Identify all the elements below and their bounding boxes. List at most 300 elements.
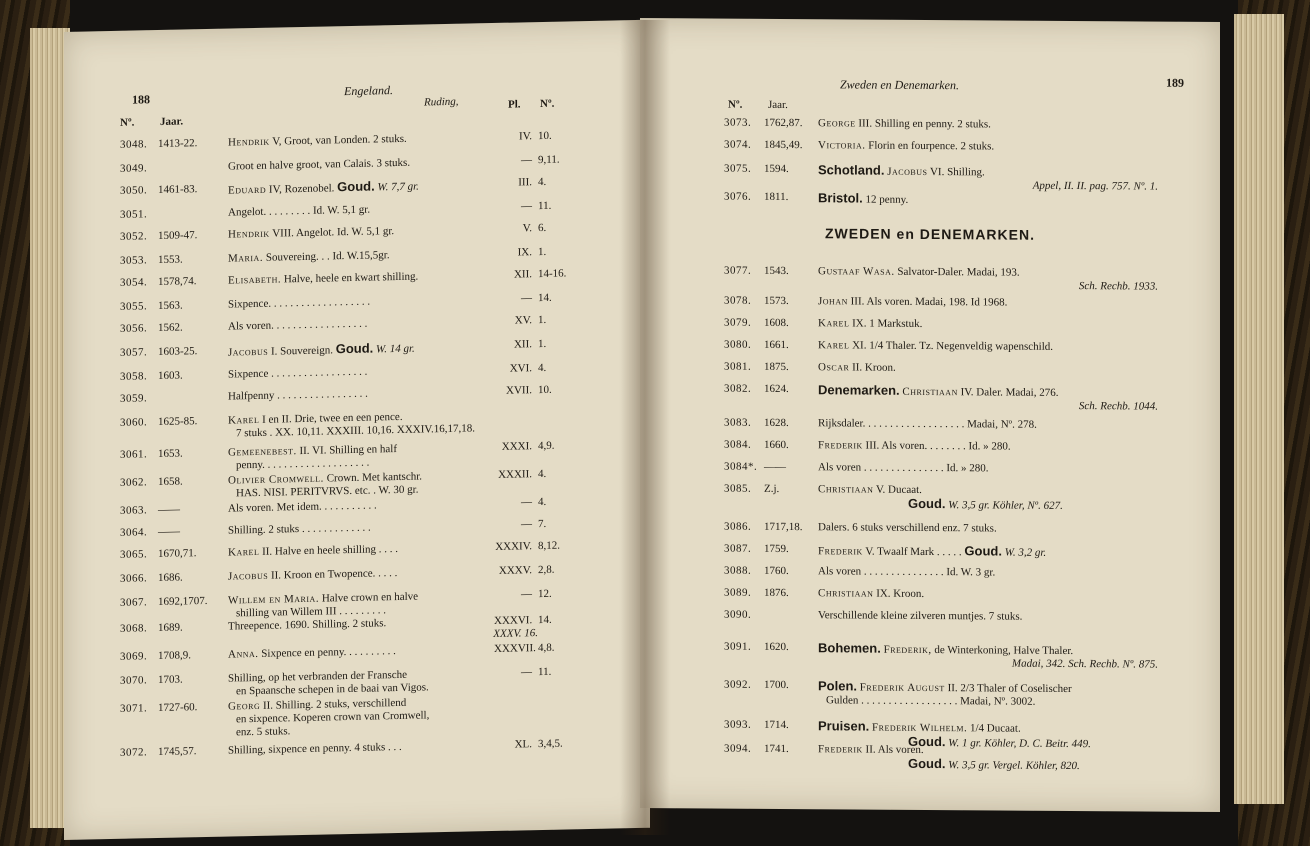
reference-text: Sch. Rechb. 1044.: [1078, 400, 1158, 413]
entry-year: 1624.: [764, 382, 789, 396]
entry-description: [228, 543, 398, 560]
plate-figure: 10.: [538, 383, 552, 397]
gold-label: Goud.: [964, 543, 1002, 559]
plate-number: III.: [518, 176, 532, 189]
description-line: [228, 591, 418, 607]
entry-description: [228, 133, 407, 150]
entry-year: Z.j.: [764, 482, 780, 495]
ruler-name: Hendrik: [228, 135, 270, 149]
plate-number: —: [521, 200, 532, 213]
entry-year: 1653.: [158, 447, 183, 461]
gold-label: Goud.: [908, 495, 946, 512]
ruler-name: Victoria.: [818, 139, 866, 152]
entry-year: 1563.: [158, 299, 183, 313]
description-text: Dalers. 6 stuks verschillend enz. 7 stuks.: [818, 521, 997, 535]
entry-year: 1745,57.: [158, 745, 197, 759]
entry-number: 3062.: [120, 476, 148, 489]
entry-description: [818, 163, 1158, 193]
entry-number: 3067.: [120, 596, 148, 609]
entry-year: 1708,9.: [158, 649, 191, 663]
entry-description: [818, 565, 995, 579]
description-text: W. 1 gr. Köhler, D. C. Beitr. 449.: [945, 737, 1091, 751]
description-text: Salvator-Daler. Madai, 193.: [894, 265, 1020, 279]
plate-number: [494, 694, 532, 695]
catalogue-entry: [64, 736, 650, 759]
column-header-no: Nº.: [728, 98, 743, 111]
plate-figure: 7.: [538, 517, 547, 531]
plate-number: —: [521, 518, 532, 531]
entry-description: [228, 271, 418, 288]
country-heading: Denemarken.: [818, 382, 900, 398]
description-line: [818, 162, 985, 179]
ruler-name: Karel: [818, 317, 850, 330]
catalogue-entry: [64, 290, 650, 313]
entry-year: 1845,49.: [764, 138, 803, 152]
entry-number: 3078.: [724, 294, 752, 307]
catalogue-entry: [64, 198, 650, 221]
entry-year: 1811.: [764, 190, 789, 204]
description-text: W. 3,5 gr. Vergel. Köhler, 820.: [945, 759, 1080, 773]
entry-description: [818, 339, 1053, 354]
description-text: VIII. Angelot. Id. W. 5,1 gr.: [269, 225, 395, 240]
reference-text: Madai, 342. Sch. Rechb. Nº. 875.: [1011, 657, 1158, 671]
entry-number: 3073.: [724, 116, 752, 129]
description-line: [228, 178, 419, 197]
entry-number: 3050.: [120, 184, 148, 197]
plate-number: —: [521, 588, 532, 601]
catalogue-entry: [64, 220, 650, 243]
catalogue-entry: [64, 152, 650, 175]
entry-year: 1543.: [764, 264, 789, 278]
ruler-name: Gemeenebest.: [228, 445, 297, 459]
entry-year: 1692,1707.: [158, 594, 208, 609]
gold-label: Goud.: [335, 340, 374, 357]
ruler-name: Karel: [228, 413, 260, 427]
description-text: IV. Daler. Madai, 276.: [957, 386, 1059, 399]
description-text: shilling van Willem III . . . . . . . . .: [236, 604, 386, 620]
page-number: 188: [132, 92, 150, 107]
entry-year: 1876.: [764, 586, 789, 600]
entry-year: ——: [158, 525, 180, 539]
entry-number: 3094.: [724, 742, 752, 755]
entry-description: [818, 295, 1007, 309]
plate-figure: 10.: [538, 129, 552, 143]
entry-description: [818, 483, 1063, 513]
plate-number: IX.: [517, 246, 532, 259]
plate-figure: 6.: [538, 221, 547, 235]
description-text: I en II. Drie, twee en een pence.: [259, 410, 403, 426]
entry-number: 3052.: [120, 230, 148, 243]
entry-number: 3080.: [724, 338, 752, 351]
description-text: VI. Shilling.: [927, 166, 985, 179]
description-text: Sixpence. . . . . . . . . . . . . . . . . . .: [228, 295, 371, 311]
entry-number: 3069.: [120, 650, 148, 663]
entry-year: 1741.: [764, 742, 789, 756]
entry-year: 1608.: [764, 316, 789, 330]
entry-description: [228, 157, 410, 174]
entry-year: 1620.: [764, 640, 789, 654]
plate-figure: 14.: [538, 291, 552, 305]
ruler-name: Eduard: [228, 183, 267, 197]
entry-year: 1578,74.: [158, 275, 197, 289]
entry-description: [228, 645, 396, 662]
description-line: [818, 565, 995, 578]
entry-number: 3090.: [724, 608, 752, 621]
entry-year: 1689.: [158, 621, 183, 635]
entry-number: 3093.: [724, 718, 752, 731]
description-line: [228, 456, 397, 473]
section-title: ZWEDEN en DENEMARKEN.: [824, 225, 1035, 243]
description-line: [818, 417, 1037, 431]
entry-number: 3048.: [120, 138, 148, 151]
description-line: [228, 340, 415, 359]
entry-year: 1700.: [764, 678, 789, 692]
description-text: II. 2/3 Thaler of Coselischer: [944, 682, 1072, 696]
reference-text: Sch. Rechb. 1933.: [1078, 280, 1158, 293]
catalogue-entry: [64, 538, 650, 561]
plate-number: —: [521, 496, 532, 509]
entry-number: 3088.: [724, 564, 752, 577]
description-text: III. Shilling en penny. 2 stuks.: [855, 117, 991, 131]
left-page: [64, 20, 650, 840]
page-edges-right: [1234, 14, 1284, 804]
entry-description: [228, 668, 429, 698]
plate-number: [494, 408, 532, 409]
plate-figure: 14-16.: [538, 267, 567, 281]
description-text: enz. 5 stuks.: [236, 725, 291, 739]
plate-figure: 1.: [538, 337, 547, 351]
plate-number: XVI.: [509, 362, 532, 375]
plate-number: XV.: [514, 314, 532, 327]
entry-description: [228, 249, 390, 265]
entry-number: 3072.: [120, 746, 148, 759]
country-heading: Polen.: [818, 678, 858, 694]
ruler-name: Christiaan: [818, 483, 874, 496]
description-line: [818, 461, 989, 474]
catalogue-entry: [640, 338, 1220, 353]
description-text: 1/4 Ducaat.: [967, 722, 1021, 735]
entry-number: 3092.: [724, 678, 752, 691]
entry-number: 3079.: [724, 316, 752, 329]
entry-number: 3066.: [120, 572, 148, 585]
entry-description: [228, 225, 394, 241]
description-text: en sixpence. Koperen crown van Cromwell,: [236, 709, 430, 726]
plate-number: V.: [522, 222, 532, 235]
catalogue-entry: [640, 416, 1220, 431]
description-text: Als voren . . . . . . . . . . . . . . . Id. » 280.: [818, 461, 989, 475]
description-line: [818, 117, 991, 130]
entry-number: 3081.: [724, 360, 752, 373]
description-line: [818, 190, 909, 206]
description-text: Gulden . . . . . . . . . . . . . . . . . . Madai, Nº. 3002.: [826, 694, 1036, 708]
catalogue-entry: [64, 312, 650, 335]
entry-number: 3082.: [724, 382, 752, 395]
description-text: V, Groot, van Londen. 2 stuks.: [269, 132, 407, 148]
country-heading: Bohemen.: [818, 640, 881, 656]
entry-description: [818, 265, 1158, 293]
entry-number: 3051.: [120, 208, 148, 221]
ruler-name: Frederik,: [883, 643, 932, 657]
ruler-name: Frederik: [818, 439, 863, 452]
entry-year: 1875.: [764, 360, 789, 374]
entry-number: 3063.: [120, 504, 148, 517]
entry-year: 1686.: [158, 571, 183, 585]
entry-year: 1727-60.: [158, 701, 198, 715]
description-line: [228, 645, 396, 661]
entry-description: [228, 567, 397, 584]
entry-number: 3059.: [120, 392, 148, 405]
entry-number: 3071.: [120, 702, 148, 715]
description-text: Groot en halve groot, van Calais. 3 stuks.: [228, 156, 411, 173]
plate-number: XXXI.: [501, 440, 532, 453]
entry-number: 3057.: [120, 346, 148, 359]
catalogue-entry: [640, 438, 1220, 453]
ruler-name: Frederik: [818, 545, 863, 558]
entry-year: 1660.: [764, 438, 789, 452]
column-header-reference: Ruding,: [424, 95, 459, 109]
description-line: [228, 225, 394, 240]
description-line: [818, 678, 1072, 696]
catalogue-entry: [640, 482, 1220, 512]
catalogue-entry: [640, 116, 1220, 131]
entry-year: 1760.: [764, 564, 789, 578]
ruler-name: Anna.: [228, 647, 259, 661]
plate-number: —: [521, 154, 532, 167]
plate-number: IV.: [519, 130, 532, 143]
entry-description: [818, 361, 896, 375]
ruler-name: Georg: [228, 699, 261, 713]
entry-description: [818, 139, 994, 153]
catalogue-entry: [640, 360, 1220, 374]
catalogue-entry: [640, 460, 1220, 475]
entry-year: ——: [764, 460, 786, 474]
description-text: V. Ducaat.: [873, 483, 922, 496]
plate-figure: 1.: [538, 245, 547, 259]
entry-year: 1461-83.: [158, 183, 198, 197]
description-line: [228, 133, 407, 149]
entry-description: [228, 204, 370, 220]
description-text: II. Kroon.: [849, 361, 896, 374]
description-text: Shilling, op het verbranden der Fransche: [228, 668, 408, 685]
plate-figure: 12.: [538, 587, 552, 601]
catalogue-entry: [64, 562, 650, 585]
catalogue-entry: [640, 586, 1220, 600]
entry-number: 3076.: [724, 190, 752, 203]
description-line: [228, 543, 398, 559]
plate-number: XVII.: [506, 384, 532, 397]
column-header-plate: Pl.: [508, 98, 521, 111]
description-line: [818, 317, 922, 330]
entry-description: [228, 366, 367, 382]
ruler-name: Frederik Wilhelm.: [872, 721, 968, 735]
catalogue-entry: [640, 382, 1220, 413]
description-text: de Winterkoning, Halve Thaler.: [931, 644, 1074, 658]
ruler-name: Elisabeth.: [228, 273, 282, 287]
entry-description: [818, 641, 1158, 671]
description-line: [818, 295, 1007, 308]
entry-number: 3085.: [724, 482, 752, 495]
description-text: II. Halve en heele shilling . . . .: [259, 543, 399, 558]
entry-description: [228, 296, 370, 312]
ruler-name: Johan: [818, 295, 848, 308]
entry-description: [818, 609, 1022, 623]
country-heading: Schotland.: [818, 162, 885, 178]
description-line: [228, 522, 371, 537]
entry-number: 3053.: [120, 254, 148, 267]
plate-number: XL.: [514, 738, 532, 751]
plate-number: XXXVII.: [494, 642, 536, 655]
plate-figure: 4.: [538, 175, 547, 189]
entry-year: 1603-25.: [158, 345, 198, 359]
plate-number: XII.: [513, 338, 532, 351]
description-text: V. Twaalf Mark . . . . .: [862, 545, 962, 559]
entry-description: [818, 461, 989, 475]
entry-description: [228, 341, 415, 360]
description-text: Angelot. . . . . . . . . Id. W. 5,1 gr.: [228, 203, 371, 219]
description-line: [818, 718, 1021, 735]
right-page: [640, 18, 1220, 812]
description-text: Shilling, sixpence en penny. 4 stuks . . .: [228, 740, 402, 757]
plate-figure: 4.: [538, 495, 547, 509]
description-line: [228, 443, 397, 459]
entry-year: 1573.: [764, 294, 789, 308]
catalogue-entry: [64, 438, 650, 472]
running-head: Engeland.: [344, 83, 393, 99]
description-line: [228, 388, 368, 403]
ruler-name: Oscar: [818, 361, 850, 374]
description-line: [818, 139, 994, 152]
description-text: Als voren. . . . . . . . . . . . . . . . . .: [228, 317, 368, 333]
gold-label: Goud.: [908, 755, 946, 772]
description-text: Sixpence en penny. . . . . . . . . .: [258, 645, 396, 660]
entry-number: 3087.: [724, 542, 752, 555]
description-text: Halve, heele en kwart shilling.: [281, 270, 419, 286]
description-line: [818, 756, 1080, 773]
reference-text: XXXV. 16.: [493, 627, 538, 641]
ruler-name: Frederik August: [859, 681, 945, 695]
column-header-plate-no: Nº.: [540, 97, 555, 111]
entry-description: [818, 317, 922, 331]
ruler-name: Jacobus: [228, 345, 269, 359]
description-text: III. Als voren. . . . . . . . Id. » 280.: [862, 439, 1011, 453]
description-text: HAS. NISI. PERITVRVS. etc. . W. 30 gr.: [236, 483, 419, 500]
entry-year: 1628.: [764, 416, 789, 430]
description-line: [818, 439, 1011, 452]
description-line: [228, 249, 390, 264]
catalogue-entry: [640, 264, 1220, 293]
plate-number: XII.: [513, 268, 532, 281]
description-line: [228, 499, 377, 514]
entry-description: [818, 543, 1046, 560]
entry-description: [818, 743, 1080, 773]
catalogue-entry: [64, 360, 650, 383]
entry-year: 1762,87.: [764, 116, 803, 130]
entry-description: [228, 741, 402, 758]
description-line: [228, 741, 402, 757]
description-line: [228, 366, 367, 381]
description-text: W. 3,5 gr. Köhler, Nº. 627.: [945, 499, 1063, 512]
entry-year: 1553.: [158, 253, 183, 267]
description-line: [228, 271, 418, 287]
column-header-year: Jaar.: [160, 115, 184, 128]
ruler-name: Karel: [228, 545, 260, 559]
catalogue-entry: [640, 138, 1220, 153]
entry-year: 1714.: [764, 718, 789, 732]
entry-description: [228, 443, 397, 473]
entry-year: 1625-85.: [158, 415, 198, 429]
description-text: III. Als voren. Madai, 198. Id 1968.: [847, 295, 1008, 309]
entry-year: 1703.: [158, 673, 183, 687]
description-line: [818, 361, 896, 374]
ruler-name: Maria.: [228, 251, 264, 265]
reference-text: Appel, II. II. pag. 757. Nº. 1.: [1032, 179, 1158, 193]
description-line: [228, 318, 367, 333]
entry-description: [818, 383, 1158, 413]
entry-number: 3089.: [724, 586, 752, 599]
entry-number: 3070.: [120, 674, 148, 687]
description-line: [818, 265, 1020, 278]
plate-figure: 11.: [538, 665, 552, 679]
entry-number: 3077.: [724, 264, 752, 277]
plate-number: XXXVI.: [494, 614, 533, 627]
description-text: Als voren . . . . . . . . . . . . . . . Id. W. 3 gr.: [818, 565, 996, 579]
entry-description: [818, 521, 997, 535]
entry-number: 3055.: [120, 300, 148, 313]
entry-number: 3060.: [120, 416, 148, 429]
entry-year: 1658.: [158, 475, 183, 489]
book-gutter: [620, 20, 670, 835]
catalogue-entry: [64, 266, 650, 289]
catalogue-entry: [640, 564, 1220, 579]
ruler-name: Gustaaf Wasa.: [818, 265, 895, 278]
entry-number: 3054.: [120, 276, 148, 289]
entry-number: 3065.: [120, 548, 148, 561]
ruler-name: Christiaan: [902, 385, 958, 399]
entry-year: 1661.: [764, 338, 789, 352]
weight-text: W. 7,7 gr.: [374, 180, 419, 194]
country-heading: Bristol.: [818, 190, 863, 206]
plate-figure: 4,9.: [538, 439, 555, 453]
plate-figure: 9,11.: [538, 153, 560, 167]
description-text: II. VI. Shilling en half: [296, 443, 398, 458]
country-heading: Pruisen.: [818, 718, 870, 734]
plate-number: —: [521, 666, 532, 679]
description-text: IX. Kroon.: [873, 587, 925, 600]
entry-number: 3075.: [724, 162, 752, 175]
description-text: Threepence. 1690. Shilling. 2 stuks.: [228, 617, 387, 633]
plate-figure: 4.: [538, 361, 547, 375]
description-text: II. Als voren.: [862, 743, 924, 756]
entry-number: 3068.: [120, 622, 148, 635]
description-text: XI. 1/4 Thaler. Tz. Negenveldig wapenschild.: [849, 339, 1053, 353]
entry-year: 1717,18.: [764, 520, 803, 534]
entry-description: [818, 439, 1011, 453]
description-line: [818, 743, 924, 756]
catalogue-entry: [64, 382, 650, 405]
plate-number: —: [521, 292, 532, 305]
plate-figure: 4.: [538, 467, 547, 481]
description-line: [228, 204, 370, 219]
entry-number: 3058.: [120, 370, 148, 383]
ruler-name: George: [818, 117, 856, 130]
entry-description: [228, 318, 367, 334]
ruler-name: Frederik: [818, 743, 863, 756]
catalogue-entry: [640, 520, 1220, 535]
entry-year: 1594.: [764, 162, 789, 176]
catalogue-entry: [640, 316, 1220, 330]
entry-description: [228, 499, 377, 515]
gold-label: Goud.: [908, 733, 946, 750]
